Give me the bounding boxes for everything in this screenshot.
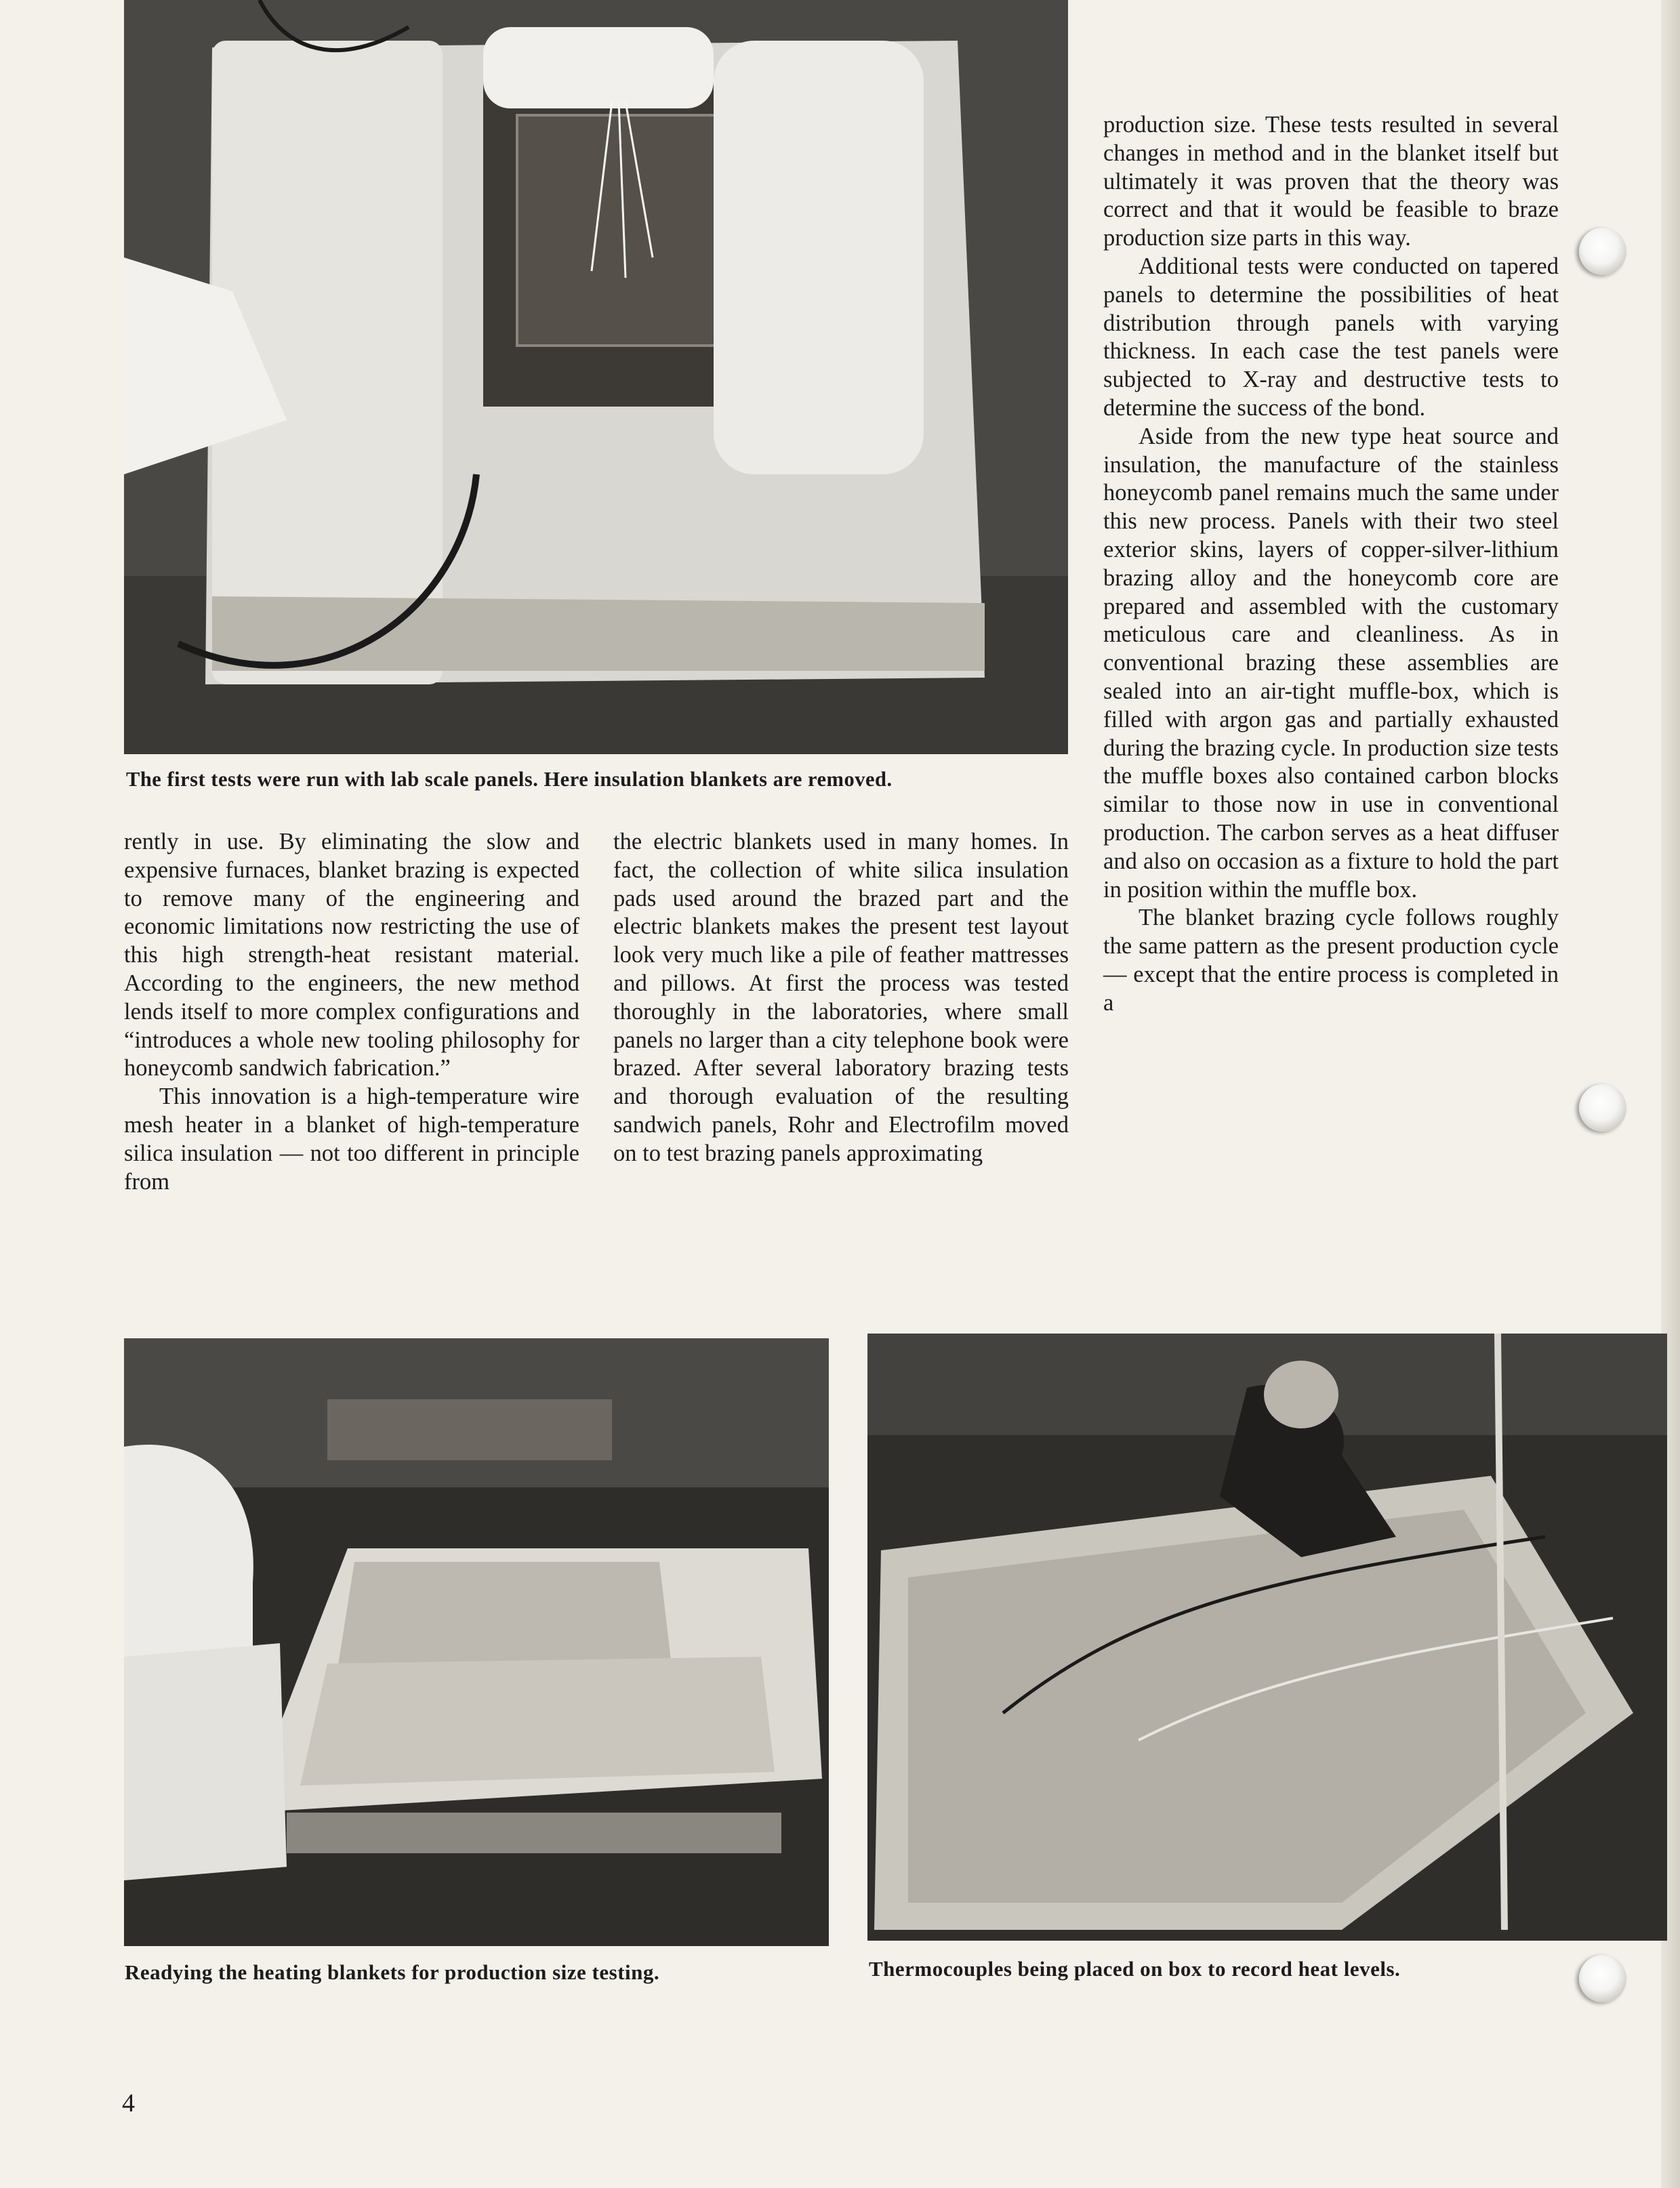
paragraph: rently in use. By eliminating the slow and expensive furnaces, blanket brazing is expected to remove many of the engineering and economic limitations now restricting the use of this high strength-heat resistant material. According to the engineers, the new method lends itself to more complex configurations and “introduces a whole new tooling philosophy for honeycomb sandwich fabrication.”	[124, 829, 579, 1081]
paragraph: the electric blankets used in many homes. In fact, the collection of white silica insulation pads used around the brazed part and the electric blankets makes the present test layout look very much like a pile of feather mattresses and pillows. At first the process was tested thoroughly in the laboratories, where small panels no larger than a city telephone book were brazed. After several laboratory brazing tests and thorough evaluation of the resulting sandwich panels, Rohr and Electrofilm moved on to test brazing panels approximating	[613, 829, 1069, 1166]
paragraph: The blanket brazing cycle follows roughly the same pattern as the present production cycle — except that the entire process is completed in a	[1103, 905, 1559, 1016]
photo-thermocouples	[867, 1334, 1667, 1941]
caption-top: The first tests were run with lab scale panels. Here insulation blankets are removed.	[126, 768, 893, 791]
caption-bottom-left: Readying the heating blankets for production size testing.	[125, 1960, 660, 1984]
photo-readying-blankets	[124, 1338, 829, 1946]
photo-insulation-blankets	[124, 0, 1068, 754]
binder-hole-middle	[1579, 1084, 1626, 1132]
paragraph: This innovation is a high-temperature wire mesh heater in a blanket of high-temperature silica insulation — not too different in principle from	[124, 1083, 579, 1195]
binder-hole-bottom	[1579, 1955, 1626, 2002]
page-number: 4	[122, 2089, 135, 2118]
paragraph: Additional tests were conducted on tapered panels to determine the possibilities of heat distribution through panels with varying thickness. In each case the test panels were subjected to X-ray and destructive tests to determine the success of the bond.	[1103, 253, 1559, 421]
binder-hole-top	[1579, 228, 1626, 275]
caption-bottom-right: Thermocouples being placed on box to record heat levels.	[869, 1957, 1401, 1981]
paragraph: production size. These tests resulted in several changes in method and in the blanket itself but ultimately it was proven that the theory was correct and that it would be feasible to braze production size parts in this way.	[1103, 112, 1559, 251]
left-column-text	[124, 828, 579, 1196]
paragraph: Aside from the new type heat source and insulation, the manufacture of the stainless honeycomb panel remains much the same under this new process. Panels with their two steel exterior skins, layers of copper-silver-lithium brazing alloy and the honeycomb core are prepared and assembled with the customary meticulous care and cleanliness. As in conventional brazing these assemblies are sealed into an air-tight muffle-box, which is filled with argon gas and partially exhausted during the brazing cycle. In production size tests the muffle boxes also contained carbon blocks similar to those now in use in conventional production. The carbon serves as a heat diffuser and also on occasion as a fixture to hold the part in position within the muffle box.	[1103, 423, 1559, 903]
right-column-text	[1103, 111, 1559, 1018]
middle-column-text	[613, 828, 1069, 1168]
